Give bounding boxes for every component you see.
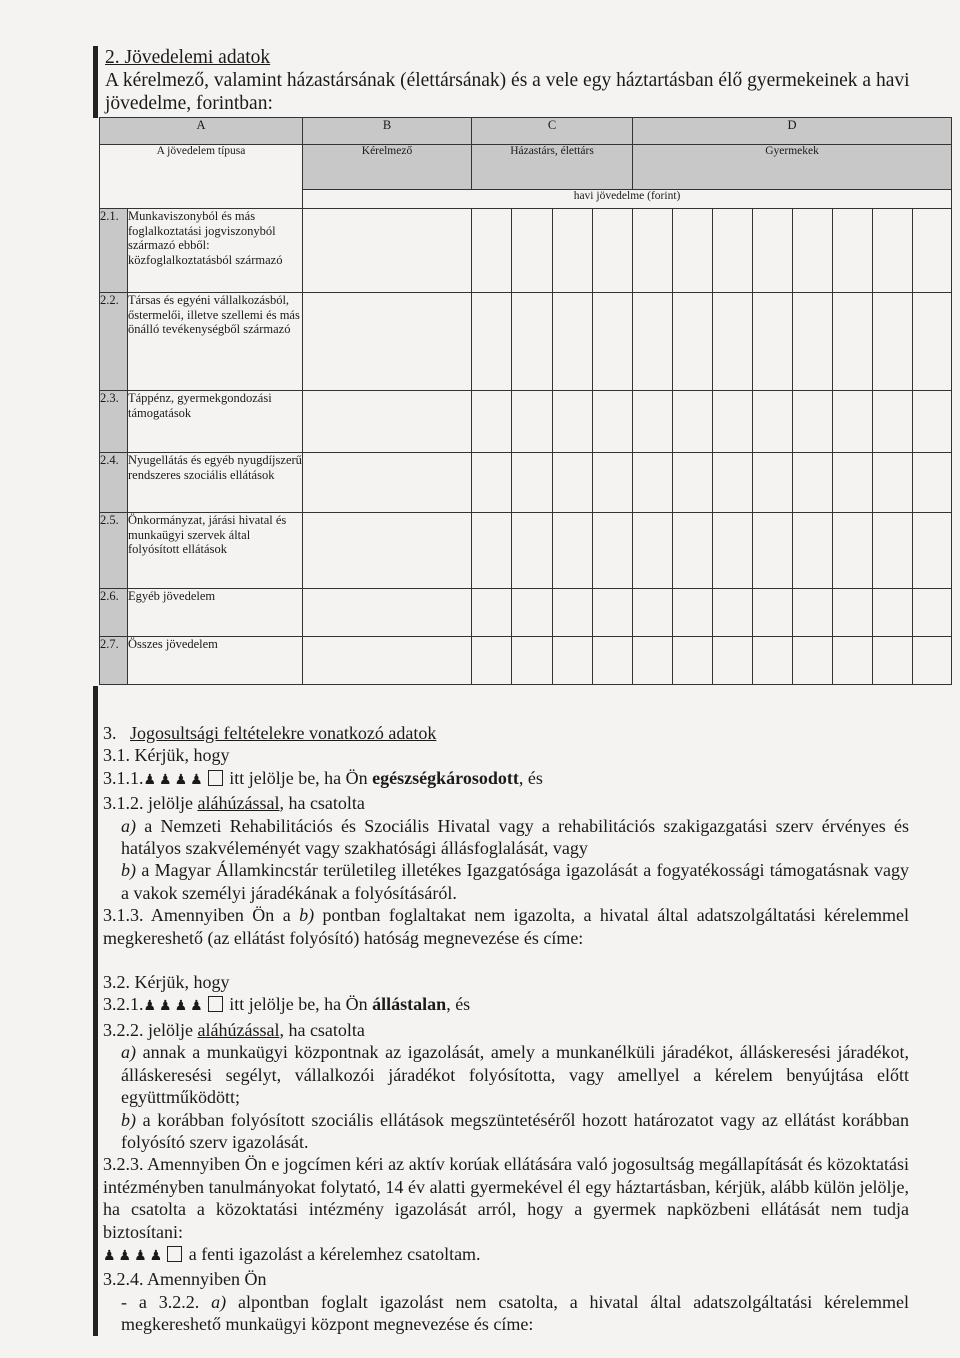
col-header-children: Gyermekek [633, 145, 952, 190]
section-2-intro: A kérelmező, valamint házastársának (élettársának) és a vele egy háztartásban élő gyermekeinek a havi jövedelme, forintban: [105, 70, 910, 114]
row-label: Összes jövedelem [128, 637, 303, 685]
item-3-1-1: 3.1.1.♟♟♟♟ itt jelölje be, ha Ön egészségkárosodott, és [103, 767, 543, 788]
row-number: 2.7. [100, 637, 128, 685]
section-2-heading [105, 46, 915, 115]
applicant-cell[interactable] [303, 453, 472, 513]
item-3-1: 3.1. Kérjük, hogy [103, 745, 230, 766]
item-3-2: 3.2. Kérjük, hogy [103, 972, 230, 993]
income-table-wrapper [99, 117, 921, 697]
table-row [100, 637, 952, 685]
option-b2[interactable]: b) a korábban folyósított szociális ellátások megszüntetéséről hozott határozatot vagy az ellátást korábban folyósító szerv igazolását. [121, 1109, 909, 1152]
jobless-checkbox[interactable] [208, 996, 223, 1012]
margin-bar-bottom [93, 686, 98, 1336]
item-3-1-2: 3.1.2. jelölje aláhúzással, ha csatolta [103, 793, 365, 814]
row-label: Önkormányzat, járási hivatal és munkaügyi szervek által folyósított ellátások [128, 513, 303, 589]
option-b1[interactable]: b) a Magyar Államkincstár területileg illetékes Igazgatósága igazolását a fogyatékossági támogatásnak vagy a vakok személyi járadékának a folyósításáról. [121, 860, 910, 903]
applicant-cell[interactable] [303, 589, 472, 637]
row-label: Társas és egyéni vállalkozásból, őstermelői, illetve szellemi és más önálló tevékenységből származó [128, 293, 303, 391]
attach-checkbox[interactable] [167, 1246, 182, 1262]
applicant-cell[interactable] [303, 637, 472, 685]
col-header-type: A jövedelem típusa [100, 145, 303, 209]
figure-icons: ♟♟♟♟ [103, 1248, 166, 1264]
table-row [100, 513, 952, 589]
figure-icons: ♟♟♟♟ [143, 999, 206, 1015]
col-letter-b: B [303, 118, 472, 145]
applicant-cell[interactable] [303, 513, 472, 589]
row-label: Munkaviszonyból és más foglalkoztatási jogviszonyból származó ebből: közfoglalkoztatásból származó [128, 209, 303, 293]
item-3-2-4-a: - a 3.2.2. a) alpontban foglalt igazolást nem csatolta, a hivatal által adatszolgáltatási kérelemmel megkereshető munkaügyi központ megnevezése és címe: [121, 1291, 910, 1335]
table-row [100, 209, 952, 293]
figure-icons: ♟♟♟♟ [143, 772, 206, 788]
col-header-applicant: Kérelmező [303, 145, 472, 190]
col-letter-c: C [472, 118, 633, 145]
table-row [100, 293, 952, 391]
table-header-row [100, 145, 952, 190]
row-number: 2.6. [100, 589, 128, 637]
row-number: 2.1. [100, 209, 128, 293]
row-number: 2.3. [100, 391, 128, 453]
disability-checkbox[interactable] [208, 770, 223, 786]
row-label: Táppénz, gyermekgondozási támogatások [128, 391, 303, 453]
item-3-2-3: 3.2.3. Amennyiben Ön e jogcímen kéri az aktív korúak ellátására való jogosultság megállapítását és közoktatási intézményben tanulmányokat folytató, 14 év alatti gyermekével él egy háztartásban, kérjük, alább külön jelölje, ha csatolta a közoktatási intézmény igazolását arról, hogy a gyermek napközbeni ellátását nem tudja biztosítani: [103, 1154, 909, 1242]
table-row [100, 391, 952, 453]
col-letter-d: D [633, 118, 952, 145]
table-row [100, 589, 952, 637]
table-letter-row [100, 118, 952, 145]
applicant-cell[interactable] [303, 391, 472, 453]
income-table [99, 117, 952, 685]
row-label: Nyugellátás és egyéb nyugdíjszerű rendszeres szociális ellátások [128, 453, 303, 513]
row-number: 2.2. [100, 293, 128, 391]
row-number: 2.4. [100, 453, 128, 513]
applicant-cell[interactable] [303, 293, 472, 391]
item-3-1-3: 3.1.3. Amennyiben Ön a b) pontban foglaltakat nem igazolta, a hivatal által adatszolgáltatási kérelemmel megkereshető (az ellátást folyósító) hatóság megnevezése és címe: [103, 905, 909, 948]
col-header-spouse: Házastárs, élettárs [472, 145, 633, 190]
section-3-title: Jogosultsági feltételekre vonatkozó adatok [130, 723, 437, 743]
margin-bar-top [93, 46, 98, 118]
item-3-2-4: 3.2.4. Amennyiben Ön [103, 1269, 267, 1290]
section-3: 3. Jogosultsági feltételekre vonatkozó adatok 3.1. Kérjük, hogy 3.1.1.♟♟♟♟ itt jelölje be, ha Ön egészségkárosodott, és 3.1.2. jelölje aláhúzással, ha csatolta a) a Nemzeti Rehabilitációs és Szociális Hivatal vagy a rehabilitációs szakigazgatási szerv érvényes és hatályos szakvéleményét vagy szakhatósági állásfoglalását, vagy b) a Magyar Államkincstár területileg illetékes Igazgatósága igazolását a fogyatékossági támogatásnak vagy a vakok személyi járadékának a folyósításáról. 3.1.3. Amennyiben Ön a b) pontban foglaltakat nem igazolta, a hivatal által adatszolgáltatási kérelemmel megkereshető (az ellátást folyósító) hatóság megnevezése és címe: 3.2. Kérjük, hogy 3.2.1.♟♟♟♟ itt jelölje be, ha Ön állástalan, és 3.2.2. jelölje aláhúzással, ha csatolta a) annak a munkaügyi központnak az igazolását, amely a munkanélküli járadékot, álláskeresési járadékot, álláskeresési segélyt, vállalkozói járadékot folyósította, vagy amellyel a kérelem benyújtása előtt együttműködött; b) a korábban folyósított szociális ellátások megszüntetéséről hozott határozatot vagy az ellátást korábban folyósító szerv igazolását. 3.2.3. Amennyiben Ön e jogcímen kéri az aktív korúak ellátására való jogosultság megállapítását és közoktatási intézményben tanulmányokat folytató, 14 év alatti gyermekével él egy háztartásban, kérjük, alább külön jelölje, ha csatolta a közoktatási intézmény igazolását arról, hogy a gyermek napközbeni ellátását nem tudja biztosítani: ♟♟♟♟ a fenti igazolást a kérelemhez csatoltam. 3.2.4. Amennyiben Ön - a 3.2.2. a) alpontban foglalt igazolást nem csatolta, a hivatal által adatszolgáltatási kérelemmel megkereshető munkaügyi központ megnevezése és címe: [103, 723, 910, 1335]
item-3-2-1: 3.2.1.♟♟♟♟ itt jelölje be, ha Ön állástalan, és [103, 994, 471, 1015]
option-a1[interactable]: a) a Nemzeti Rehabilitációs és Szociális Hivatal vagy a rehabilitációs szakigazgatási szerv érvényes és hatályos szakvéleményét vagy szakhatósági állásfoglalását, vagy [121, 815, 910, 859]
item-3-2-2: 3.2.2. jelölje aláhúzással, ha csatolta [103, 1019, 365, 1040]
row-label: Egyéb jövedelem [128, 589, 303, 637]
col-letter-a: A [100, 118, 303, 145]
option-a2[interactable]: a) annak a munkaügyi központnak az igazolását, amely a munkanélküli járadékot, álláskeresési járadékot, álláskeresési segélyt, vállalkozói járadékot folyósította, vagy amellyel a kérelem benyújtása előtt együttműködött; [121, 1042, 909, 1108]
col-header-unit: havi jövedelme (forint) [303, 190, 952, 209]
attach-line: ♟♟♟♟ a fenti igazolást a kérelemhez csatoltam. [103, 1243, 481, 1264]
section-2-title: 2. Jövedelemi adatok [105, 47, 271, 68]
table-row [100, 453, 952, 513]
applicant-cell[interactable] [303, 209, 472, 293]
row-number: 2.5. [100, 513, 128, 589]
